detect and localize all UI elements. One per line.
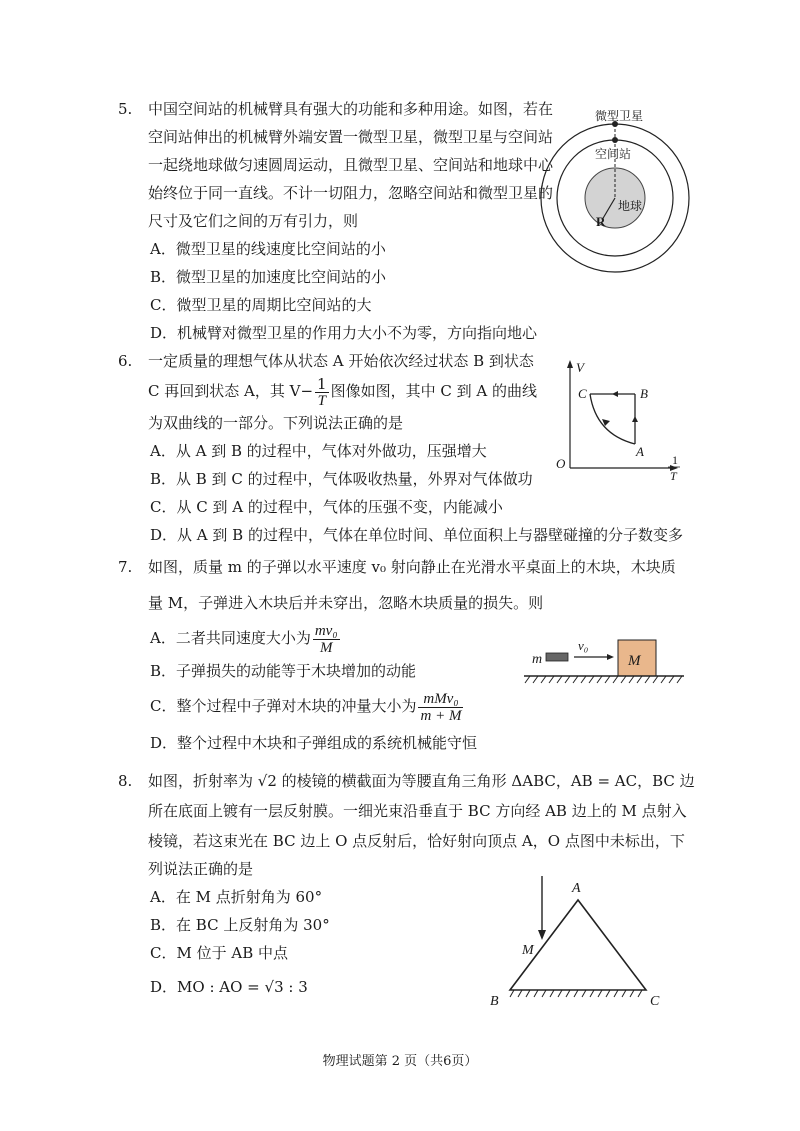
v-axis-arrow xyxy=(567,360,573,368)
q5-line-5: 尺寸及它们之间的万有引力，则 xyxy=(148,212,359,230)
vertex-c-label: C xyxy=(650,994,660,1009)
q5-line-2: 空间站伸出的机械臂外端安置一微型卫星，微型卫星与空间站 xyxy=(148,128,554,146)
q8-line-3: 棱镜，若这束光在 BC 边上 O 点反射后，恰好射向顶点 A，O 点图中未标出，下 xyxy=(148,832,685,850)
station-label: 空间站 xyxy=(595,147,632,161)
page-footer: 物理试题第 2 页（共6页） xyxy=(322,1054,478,1069)
q6-line-2-start: C 再回到状态 A，其 V− xyxy=(148,382,314,400)
table-hatching xyxy=(525,676,682,683)
x-axis-numerator: 1 xyxy=(672,453,678,467)
station-dot xyxy=(612,137,618,143)
q6-line-2 xyxy=(148,374,537,409)
q5-orbit-figure xyxy=(540,110,700,280)
q7-option-c-fraction: $\frac{\text{mMv₀}}{m + M}$ xyxy=(420,690,462,724)
origin-label: O xyxy=(556,456,566,471)
q5-option-d: D．机械臂对微型卫星的作用力大小不为零，方向指向地心 xyxy=(150,324,538,342)
q6-option-a: A．从 A 到 B 的过程中，气体对外做功，压强增大 xyxy=(150,442,487,460)
q5-option-c: C．微型卫星的周期比空间站的大 xyxy=(150,296,372,314)
point-b-label: B xyxy=(640,386,648,401)
q5-option-b: B．微型卫星的加速度比空间站的小 xyxy=(150,268,387,286)
q7-option-d: D．整个过程中木块和子弹组成的系统机械能守恒 xyxy=(150,734,478,752)
q8-prism-figure xyxy=(486,870,676,1010)
q8-line-1: 如图，折射率为 √2 的棱镜的横截面为等腰直角三角形 ΔABC，AB = AC，BC 边 xyxy=(148,772,695,790)
v-axis-label: V xyxy=(576,360,584,375)
satellite-label: 微型卫星 xyxy=(595,110,644,123)
q6-line-1: 一定质量的理想气体从状态 A 开始依次经过状态 B 到状态 xyxy=(148,352,534,370)
q8-option-a: A．在 M 点折射角为 60° xyxy=(150,888,323,906)
reflective-coating-hatching xyxy=(510,990,642,997)
q6-line-3: 为双曲线的一部分。下列说法正确的是 xyxy=(148,414,404,432)
x-axis-denominator: T xyxy=(670,469,677,483)
q8-number: 8. xyxy=(118,772,133,790)
q7-option-a: A．二者共同速度大小为 $\frac{\text{mv₀}}{M}$ xyxy=(150,622,338,656)
vertex-a-label: A xyxy=(572,881,581,896)
q5-line-3: 一起绕地球做匀速圆周运动，且微型卫星、空间站和地球中心 xyxy=(148,156,554,174)
earth-label: 地球 xyxy=(618,199,643,213)
q6-option-b: B．从 B 到 C 的过程中，气体吸收热量，外界对气体做功 xyxy=(150,470,533,488)
q6-v-1overT-graph xyxy=(550,356,690,486)
curve-c-to-a xyxy=(590,394,635,444)
q8-option-d: D．MO : AO = √3 : 3 xyxy=(150,978,308,996)
point-m-label: M xyxy=(522,943,534,958)
arrow-b-to-c xyxy=(612,391,618,397)
bullet xyxy=(546,653,568,661)
q7-option-c: C．整个过程中子弹对木块的冲量大小为 $\frac{\text{mMv₀}}{m + M}$ xyxy=(150,690,462,724)
point-a-label: A xyxy=(636,444,644,459)
q5-option-a: A．微型卫星的线速度比空间站的小 xyxy=(150,240,386,258)
q7-option-a-fraction: $\frac{\text{mv₀}}{M}$ xyxy=(314,622,338,656)
q5-number: 5. xyxy=(118,100,133,118)
q8-option-c: C．M 位于 AB 中点 xyxy=(150,944,288,962)
q7-line-1: 如图，质量 m 的子弹以水平速度 v₀ 射向静止在光滑水平桌面上的木块，木块质 xyxy=(148,558,676,576)
q7-bullet-block-figure xyxy=(518,628,688,690)
q8-line-4: 列说法正确的是 xyxy=(148,860,254,878)
velocity-arrow-head xyxy=(607,654,614,660)
point-c-label: C xyxy=(578,386,587,401)
q6-line-2-end: 图像如图，其中 C 到 A 的曲线 xyxy=(330,382,537,400)
q8-option-b: B．在 BC 上反射角为 30° xyxy=(150,916,330,934)
q6-number: 6. xyxy=(118,352,133,370)
q7-line-2: 量 M，子弹进入木块后并未穿出，忽略木块质量的损失。则 xyxy=(148,594,544,612)
q7-number: 7. xyxy=(118,558,133,576)
bullet-mass-label: m xyxy=(532,652,543,667)
q5-line-1: 中国空间站的机械臂具有强大的功能和多种用途。如图，若在 xyxy=(148,100,554,118)
arrow-a-to-b xyxy=(632,416,638,422)
q5-line-4: 始终位于同一直线。不计一切阻力，忽略空间站和微型卫星的 xyxy=(148,184,554,202)
block-mass-label: M xyxy=(628,653,641,669)
q6-inline-fraction: $\frac{1}{T}$ xyxy=(317,374,327,409)
light-ray-arrow xyxy=(538,930,546,940)
q6-option-d: D．从 A 到 B 的过程中，气体在单位时间、单位面积上与器壁碰撞的分子数变多 xyxy=(150,526,683,544)
velocity-label: v₀ xyxy=(578,638,589,653)
radius-label: R xyxy=(596,214,606,229)
q6-option-c: C．从 C 到 A 的过程中，气体的压强不变，内能减小 xyxy=(150,498,503,516)
q8-line-2: 所在底面上镀有一层反射膜。一细光束沿垂直于 BC 方向经 AB 边上的 M 点射入 xyxy=(148,802,687,820)
vertex-b-label: B xyxy=(490,994,499,1009)
q7-option-b: B．子弹损失的动能等于木块增加的动能 xyxy=(150,662,417,680)
